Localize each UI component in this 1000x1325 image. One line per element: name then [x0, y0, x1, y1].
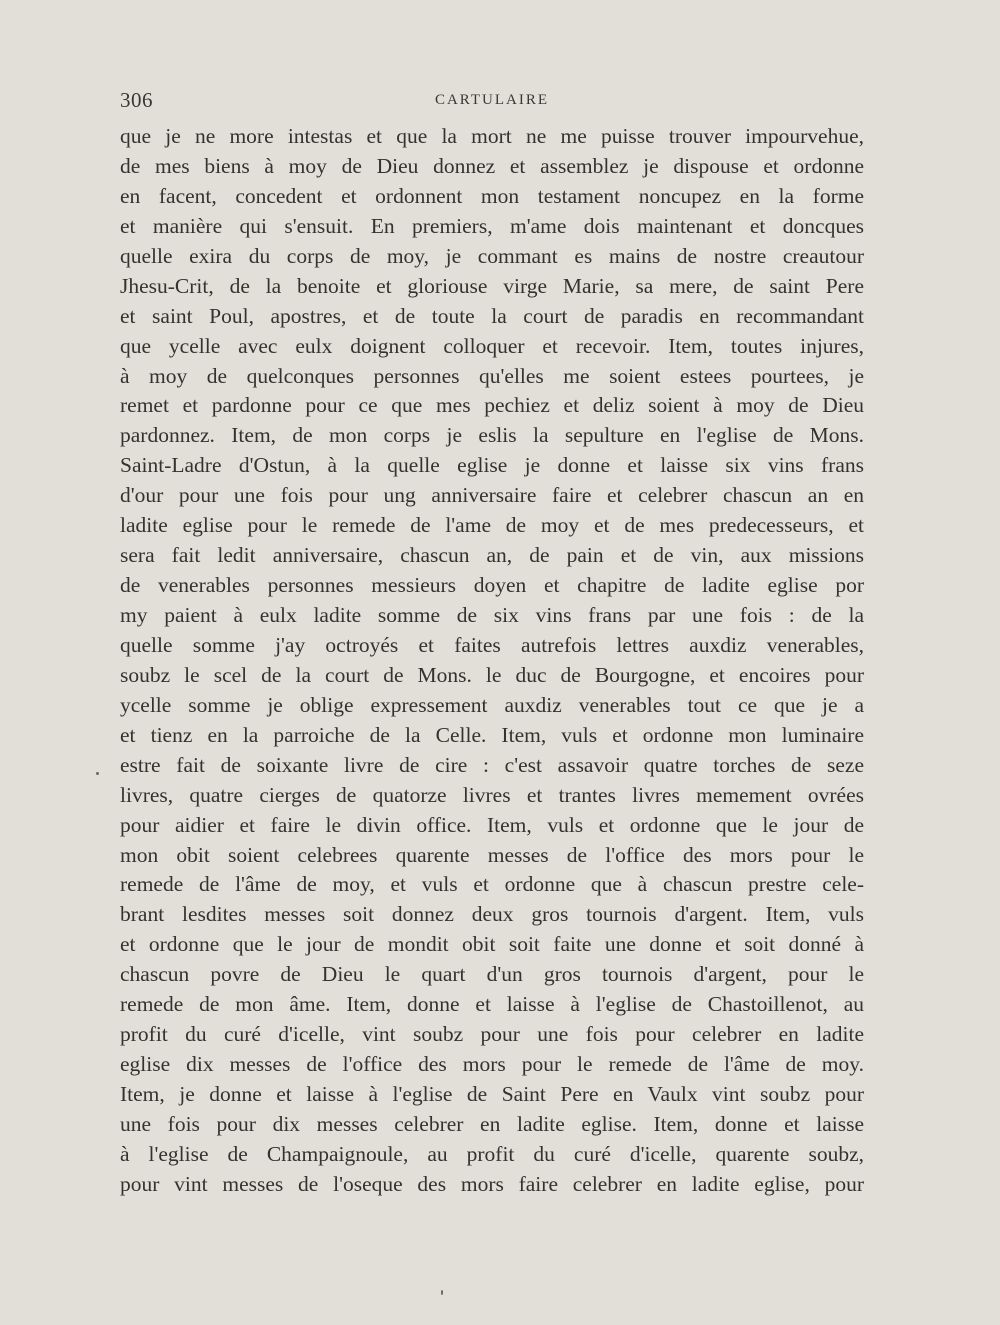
text-line: remede de mon âme. Item, donne et laisse à l'eglise de Chastoillenot, au [120, 992, 864, 1017]
text-line: une fois pour dix messes celebrer en ladite eglise. Item, donne et laisse [120, 1111, 864, 1136]
text-line: à l'eglise de Champaignoule, au profit du curé d'icelle, quarente soubz, [120, 1141, 864, 1166]
text-line: d'our pour une fois pour ung anniversaire faire et celebrer chascun an en [120, 483, 864, 508]
text-line: remet et pardonne pour ce que mes pechiez et deliz soient à moy de Dieu [120, 393, 864, 418]
text-line: quelle somme j'ay octroyés et faites autrefois lettres auxdiz venerables, [120, 632, 864, 657]
text-line: de mes biens à moy de Dieu donnez et assemblez je dispouse et ordonne [120, 153, 864, 178]
body-text [120, 122, 864, 1200]
text-line: et ordonne que le jour de mondit obit soit faite une donne et soit donné à [120, 932, 864, 957]
text-line: que ycelle avec eulx doignent colloquer et recevoir. Item, toutes injures, [120, 333, 864, 358]
text-line: pour aidier et faire le divin office. Item, vuls et ordonne que le jour de [120, 812, 864, 837]
text-line: remede de l'âme de moy, et vuls et ordonne que à chascun prestre cele- [120, 872, 864, 897]
text-line: pardonnez. Item, de mon corps je eslis la sepulture en l'eglise de Mons. [120, 423, 864, 448]
text-line: mon obit soient celebrees quarente messes de l'office des mors pour le [120, 842, 864, 867]
text-line: my paient à eulx ladite somme de six vins frans par une fois : de la [120, 603, 864, 627]
text-line: en facent, concedent et ordonnent mon testament noncupez en la forme [120, 183, 864, 208]
text-line: et manière qui s'ensuit. En premiers, m'ame dois maintenant et doncques [120, 213, 864, 238]
text-line: ladite eglise pour le remede de l'ame de moy et de mes predecesseurs, et [120, 513, 864, 538]
text-line: que je ne more intestas et que la mort ne me puisse trouver impourvehue, [120, 124, 864, 148]
paper-speck [96, 772, 99, 775]
text-line: sera fait ledit anniversaire, chascun an, de pain et de vin, aux missions [120, 543, 864, 568]
text-line: brant lesdites messes soit donnez deux gros tournois d'argent. Item, vuls [120, 902, 864, 927]
running-head: CARTULAIRE [434, 92, 550, 108]
text-line: de venerables personnes messieurs doyen et chapitre de ladite eglise por [120, 573, 864, 598]
page-number: 306 [120, 88, 153, 112]
text-line: soubz le scel de la court de Mons. le duc de Bourgogne, et encoires pour [120, 662, 864, 687]
text-line: pour vint messes de l'oseque des mors faire celebrer en ladite eglise, pour [120, 1171, 864, 1196]
text-line: Item, je donne et laisse à l'eglise de Saint Pere en Vaulx vint soubz pour [120, 1082, 864, 1106]
text-line: livres, quatre cierges de quatorze livres et trantes livres memement ovrées [120, 782, 864, 807]
paper-speck [441, 1290, 443, 1295]
text-line: et tienz en la parroiche de la Celle. Item, vuls et ordonne mon luminaire [120, 722, 864, 747]
text-line: chascun povre de Dieu le quart d'un gros tournois d'argent, pour le [120, 962, 864, 987]
text-line: ycelle somme je oblige expressement auxdiz venerables tout ce que je a [120, 692, 864, 717]
text-line: Saint-Ladre d'Ostun, à la quelle eglise je donne et laisse six vins frans [120, 453, 864, 478]
page-header [120, 88, 864, 114]
text-line: et saint Poul, apostres, et de toute la court de paradis en recommandant [120, 303, 864, 328]
text-line: à moy de quelconques personnes qu'elles me soient estees pourtees, je [120, 363, 864, 388]
text-line: eglise dix messes de l'office des mors pour le remede de l'âme de moy. [120, 1052, 864, 1077]
text-line: estre fait de soixante livre de cire : c'est assavoir quatre torches de seze [120, 752, 864, 777]
text-line: profit du curé d'icelle, vint soubz pour une fois pour celebrer en ladite [120, 1022, 864, 1047]
text-line: Jhesu-Crit, de la benoite et gloriouse virge Marie, sa mere, de saint Pere [120, 273, 864, 298]
text-line: quelle exira du corps de moy, je commant es mains de nostre creautour [120, 243, 864, 268]
